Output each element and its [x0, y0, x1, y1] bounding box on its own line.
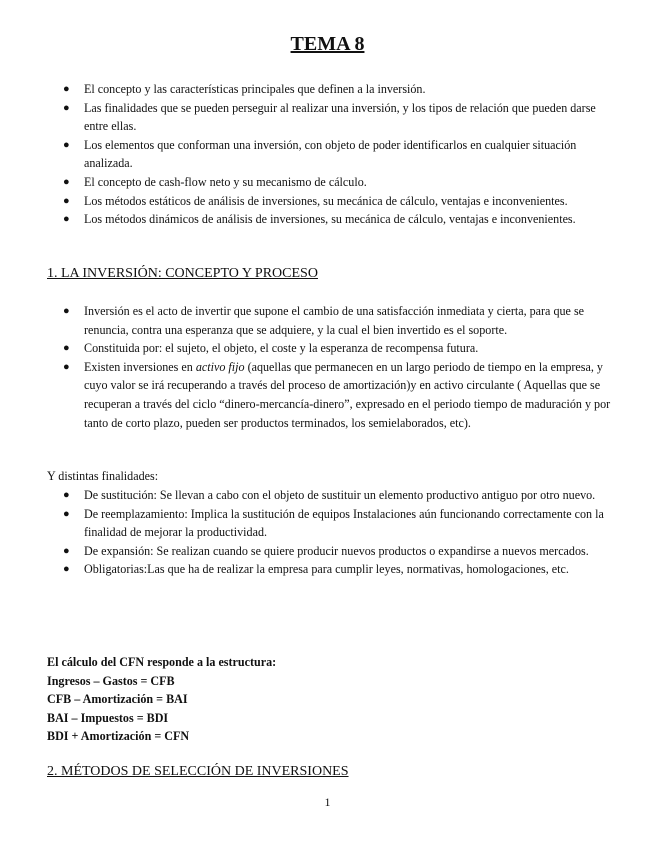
bullet-icon: ● — [63, 507, 70, 520]
list-item: ● Los elementos que conforman una inversión, con objeto de poder identificarlos en cualquier situación analizada. — [63, 137, 577, 171]
cfn-line: CFB – Amortización = BAI — [47, 692, 188, 707]
list-item: ● Existen inversiones en activo fijo (aquellas que permanecen en un largo periodo de tiempo en la empresa, y cuyo valor se irá recuperando a través del proceso de amortización)y en activo circulante ( Aquellas que se recuperan a través del ciclo “dinero-mercancía-dinero”, expresado en el periodo tiempo de maduración y por tanto de corto plazo, pueden ser productos terminados, los semielaborados, etc). — [63, 359, 611, 430]
list-item: ● De sustitución: Se llevan a cabo con el objeto de sustituir un elemento productivo antiguo por otro nuevo. — [84, 486, 614, 505]
list-item: ● Obligatorias:Las que ha de realizar la empresa para cumplir leyes, normativas, homologaciones, etc. — [84, 560, 614, 579]
objectives-list — [63, 80, 614, 229]
list-item: ● Los métodos estáticos de análisis de inversiones, su mecánica de cálculo, ventajas e inconvenientes. — [84, 192, 614, 211]
page-number: 1 — [324, 795, 331, 809]
purposes-intro: Y distintas finalidades: — [47, 469, 159, 483]
list-item: ● De expansión: Se realizan cuando se quiere producir nuevos productos o expandirse a nuevos mercados. — [84, 542, 614, 561]
inversion-list — [63, 302, 614, 432]
list-item: ● De reemplazamiento: Implica la sustitución de equipos Instalaciones aún funcionando correctamente con la finalidad de mejorar la productividad. — [63, 506, 604, 540]
cfn-line: BDI + Amortización = CFN — [47, 729, 190, 744]
list-item: ● El concepto de cash-flow neto y su mecanismo de cálculo. — [84, 173, 614, 192]
cfn-intro: El cálculo del CFN responde a la estructura: — [47, 655, 277, 669]
cfn-line: BAI – Impuestos = BDI — [47, 710, 169, 725]
bullet-icon: ● — [63, 544, 70, 557]
bullet-icon: ● — [63, 305, 70, 317]
cfn-structure — [47, 653, 276, 746]
bullet-icon: ● — [63, 342, 70, 355]
bullet-icon: ● — [63, 360, 70, 373]
bullet-icon: ● — [63, 101, 70, 114]
bullet-icon: ● — [63, 83, 70, 95]
list-item: ● Las finalidades que se pueden perseguir al realizar una inversión, y los tipos de relación que pueden darse entre ellas. — [63, 100, 596, 134]
bullet-icon: ● — [63, 563, 70, 576]
bullet-icon: ● — [63, 489, 70, 501]
bullet-icon: ● — [63, 175, 70, 188]
list-item: ● El concepto y las características principales que definen a la inversión. — [84, 80, 614, 99]
list-item: ● Inversión es el acto de invertir que supone el cambio de una satisfacción inmediata y cierta, para que se renuncia, contra una esperanza que se adquiere, y la cual el bien invertido es el soporte. — [63, 304, 585, 337]
page-title: TEMA 8 — [290, 33, 365, 55]
bullet-icon: ● — [63, 194, 70, 207]
purposes-list — [63, 486, 614, 579]
section-heading-inversion: 1. LA INVERSIÓN: CONCEPTO Y PROCESO — [47, 266, 318, 281]
section-heading-metodos: 2. MÉTODOS DE SELECCIÓN DE INVERSIONES — [47, 764, 349, 779]
cfn-line: Ingresos – Gastos = CFB — [47, 673, 175, 688]
bullet-icon: ● — [63, 213, 70, 226]
activo-fijo-term: activo fijo — [195, 359, 245, 374]
list-item: ● Constituida por: el sujeto, el objeto, el coste y la esperanza de recompensa futura. — [84, 339, 614, 358]
list-item: ● Los métodos dinámicos de análisis de inversiones, su mecánica de cálculo, ventajas e inconvenientes. — [84, 210, 614, 229]
bullet-icon: ● — [63, 138, 70, 151]
